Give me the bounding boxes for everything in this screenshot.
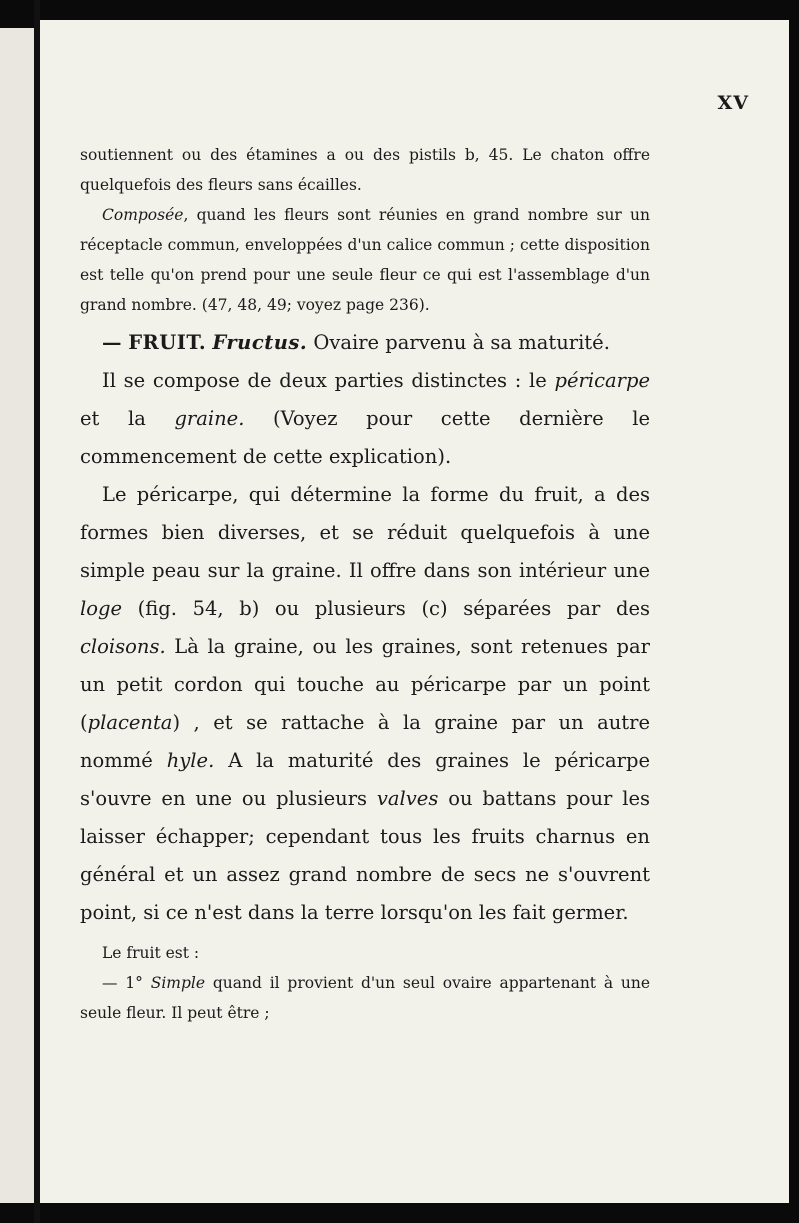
term-graine: graine. <box>174 407 245 430</box>
page-text <box>80 140 650 1028</box>
term-loge: loge <box>80 597 122 620</box>
paragraph-pericarpe-text-6: ou battans pour les laisser échapper; cependant tous les fruits charnus en général et un assez grand nombre de secs ne s'ouvrent point, si ce n'est dans la terre lorsqu'on les fait germer. <box>80 787 650 924</box>
paragraph-simple-text-1: — 1° <box>102 974 151 992</box>
term-valves: valves <box>376 787 439 810</box>
paragraph-simple-text-2: quand il provient d'un seul ovaire appartenant à une seule fleur. Il peut être ; <box>80 974 651 1022</box>
left-page-edge <box>0 28 36 1203</box>
term-hyle: hyle. <box>166 749 215 772</box>
heading-latin: Fructus. <box>212 331 308 354</box>
paragraph-compose <box>80 362 650 476</box>
paragraph-chaton-text: soutiennent ou des étamines a ou des pistils b, 45. Le chaton offre quelquefois des fleurs sans écailles. <box>80 146 650 194</box>
paragraph-pericarpe-text-5: A la maturité des graines le péricarpe s'ouvre en une ou plusieurs <box>80 749 651 810</box>
paragraph-compose-text-2: et la <box>80 407 146 430</box>
paragraph-simple <box>80 968 650 1028</box>
paragraph-chaton <box>80 140 650 200</box>
paragraph-composee <box>80 200 650 320</box>
paragraph-compose-text-1: Il se compose de deux parties distinctes : le <box>102 369 547 392</box>
term-placenta: placenta <box>87 711 173 734</box>
term-composee: Composée <box>102 206 184 224</box>
paragraph-pericarpe-text-3: Là la graine, ou les graines, sont retenues par un petit cordon qui touche au péricarpe par un point ( <box>80 635 650 734</box>
paragraph-compose-text-3: (Voyez pour cette dernière le commencement de cette explication). <box>80 407 651 468</box>
paragraph-fruit-est <box>80 938 650 968</box>
paragraph-composee-text: , quand les fleurs sont réunies en grand nombre sur un réceptacle commun, enveloppées d'un calice commun ; cette disposition est telle qu'on prend pour une seule fleur ce qui est l'assemblage d'un grand nombre. (47, 48, 49; voyez page 236). <box>80 206 650 314</box>
paragraph-pericarpe <box>80 476 650 932</box>
heading-dash: — <box>102 331 122 354</box>
heading-title: FRUIT. <box>128 331 207 354</box>
term-pericarpe: péricarpe <box>554 369 650 392</box>
paragraph-pericarpe-text-1: Le péricarpe, qui détermine la forme du fruit, a des formes bien diverses, et se réduit quelquefois à une simple peau sur la graine. Il offre dans son intérieur une <box>80 483 650 582</box>
page-number: XV <box>717 92 749 114</box>
term-simple: Simple <box>150 974 206 992</box>
section-heading <box>80 324 650 362</box>
paragraph-pericarpe-text-4: ) , et se rattache à la graine par un autre nommé <box>80 711 650 772</box>
paragraph-pericarpe-text-2: (fig. 54, b) ou plusieurs (c) séparées par des <box>137 597 650 620</box>
term-cloisons: cloisons. <box>80 635 166 658</box>
paragraph-fruit-est-text: Le fruit est : <box>102 944 200 962</box>
heading-text: Ovaire parvenu à sa maturité. <box>313 331 610 354</box>
